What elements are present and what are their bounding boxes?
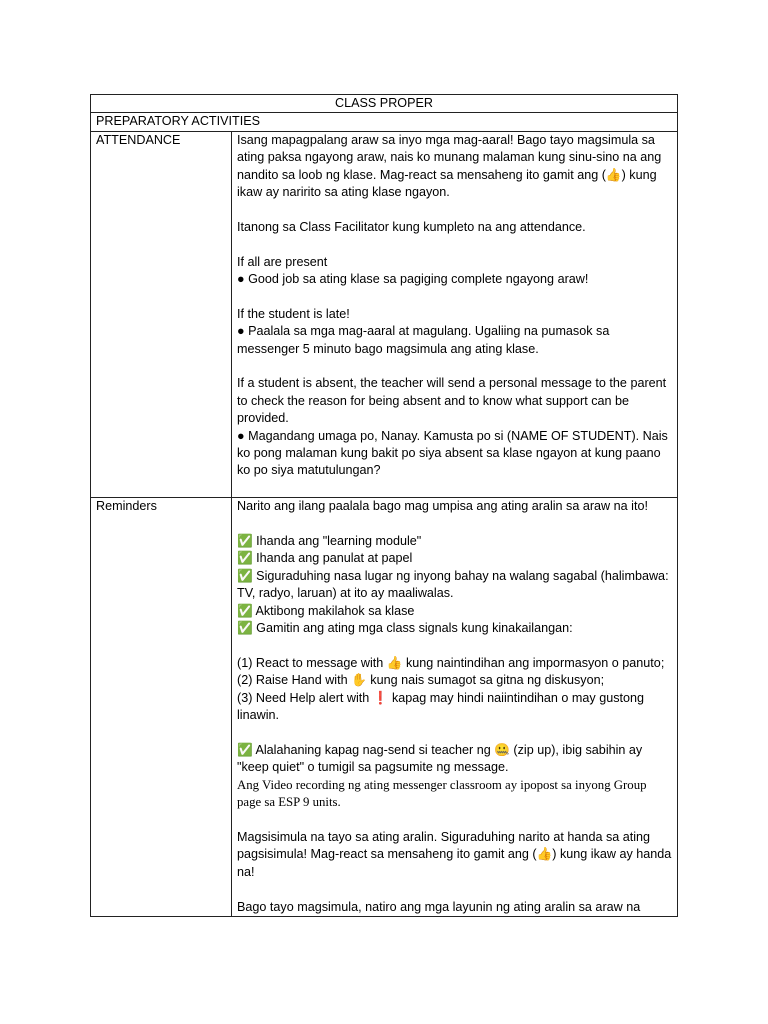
zip-up-reminder: ✅ Alalahaning kapag nag-send si teacher ng 🤐 (zip up), ibig sabihin ay "keep quiet" o tumigil sa pagsumite ng message. [237,742,643,775]
class-proper-row [91,95,678,113]
attendance-present-message: ● Good job sa ating klase sa pagiging complete ngayong araw! [237,272,589,287]
attendance-present-heading: If all are present [237,254,328,269]
attendance-greeting: Isang mapagpalang araw sa inyo mga mag-aaral! Bago tayo magsimula sa ating paksa ngayong araw, nais ko munang malaman kung sinu-sino na ang nandito sa loob ng klase. Mag-react sa mensaheng ito gamit ang (👍) kung ikaw ay naririto sa ating klase ngayon. [237,132,662,200]
attendance-absent-message: ● Magandang umaga po, Nanay. Kamusta po si (NAME OF STUDENT). Nais ko pong malaman kung bakit po siya absent sa klase ngayon at kung paano ko po siya matutulungan? [237,428,668,478]
attendance-row [91,131,678,497]
attendance-facilitator-note: Itanong sa Class Facilitator kung kumpleto na ang attendance. [237,219,586,234]
attendance-absent-instruction: If a student is absent, the teacher will send a personal message to the parent to check the reason for being absent and to know what support can be provided. [237,376,667,426]
lesson-plan-page [90,94,678,917]
objectives-note: Bago tayo magsimula, natiro ang mga layunin ng ating aralin sa araw na [237,899,641,914]
lesson-plan-table [90,94,678,917]
reminders-row [91,498,678,917]
preparatory-row [91,113,678,131]
attendance-late-heading: If the student is late! [237,306,350,321]
attendance-late-message: ● Paalala sa mga mag-aaral at magulang. Ugaliing na pumasok sa messenger 5 minuto bago magsimula ang ating klase. [237,324,610,356]
class-proper-heading: CLASS PROPER [91,95,678,113]
class-signal-react: (1) React to message with 👍 kung naintindihan ang impormasyon o panuto; [237,655,665,670]
checklist-item: ✅ Ihanda ang "learning module" [237,534,422,549]
start-class-note: Magsisimula na tayo sa ating aralin. Siguraduhing narito at handa sa ating pagsisimula! Mag-react sa mensaheng ito gamit ang (👍) kung ikaw ay handa na! [237,829,672,879]
reminders-label: Reminders [91,498,232,917]
reminders-intro: Narito ang ilang paalala bago mag umpisa ang ating aralin sa araw na ito! [237,499,648,514]
class-signal-raise-hand: (2) Raise Hand with ✋ kung nais sumagot sa gitna ng diskusyon; [237,673,605,688]
checklist-item: ✅ Siguraduhing nasa lugar ng inyong bahay na walang sagabal (halimbawa: TV, radyo, laruan) at ito ay maaliwalas. [237,568,669,601]
attendance-label: ATTENDANCE [91,131,232,497]
reminders-content [232,498,678,917]
class-signal-need-help: (3) Need Help alert with ❗ kapag may hindi naiintindihan o may gustong linawin. [237,690,645,723]
video-recording-note: Ang Video recording ng ating messenger classroom ay ipopost sa inyong Group page sa ESP 9 units. [237,777,647,810]
checklist-item: ✅ Ihanda ang panulat at papel [237,551,413,566]
checklist-item: ✅ Gamitin ang ating mga class signals kung kinakailangan: [237,621,573,636]
preparatory-activities-heading: PREPARATORY ACTIVITIES [91,113,678,131]
checklist-item: ✅ Aktibong makilahok sa klase [237,603,415,618]
attendance-content [232,131,678,497]
